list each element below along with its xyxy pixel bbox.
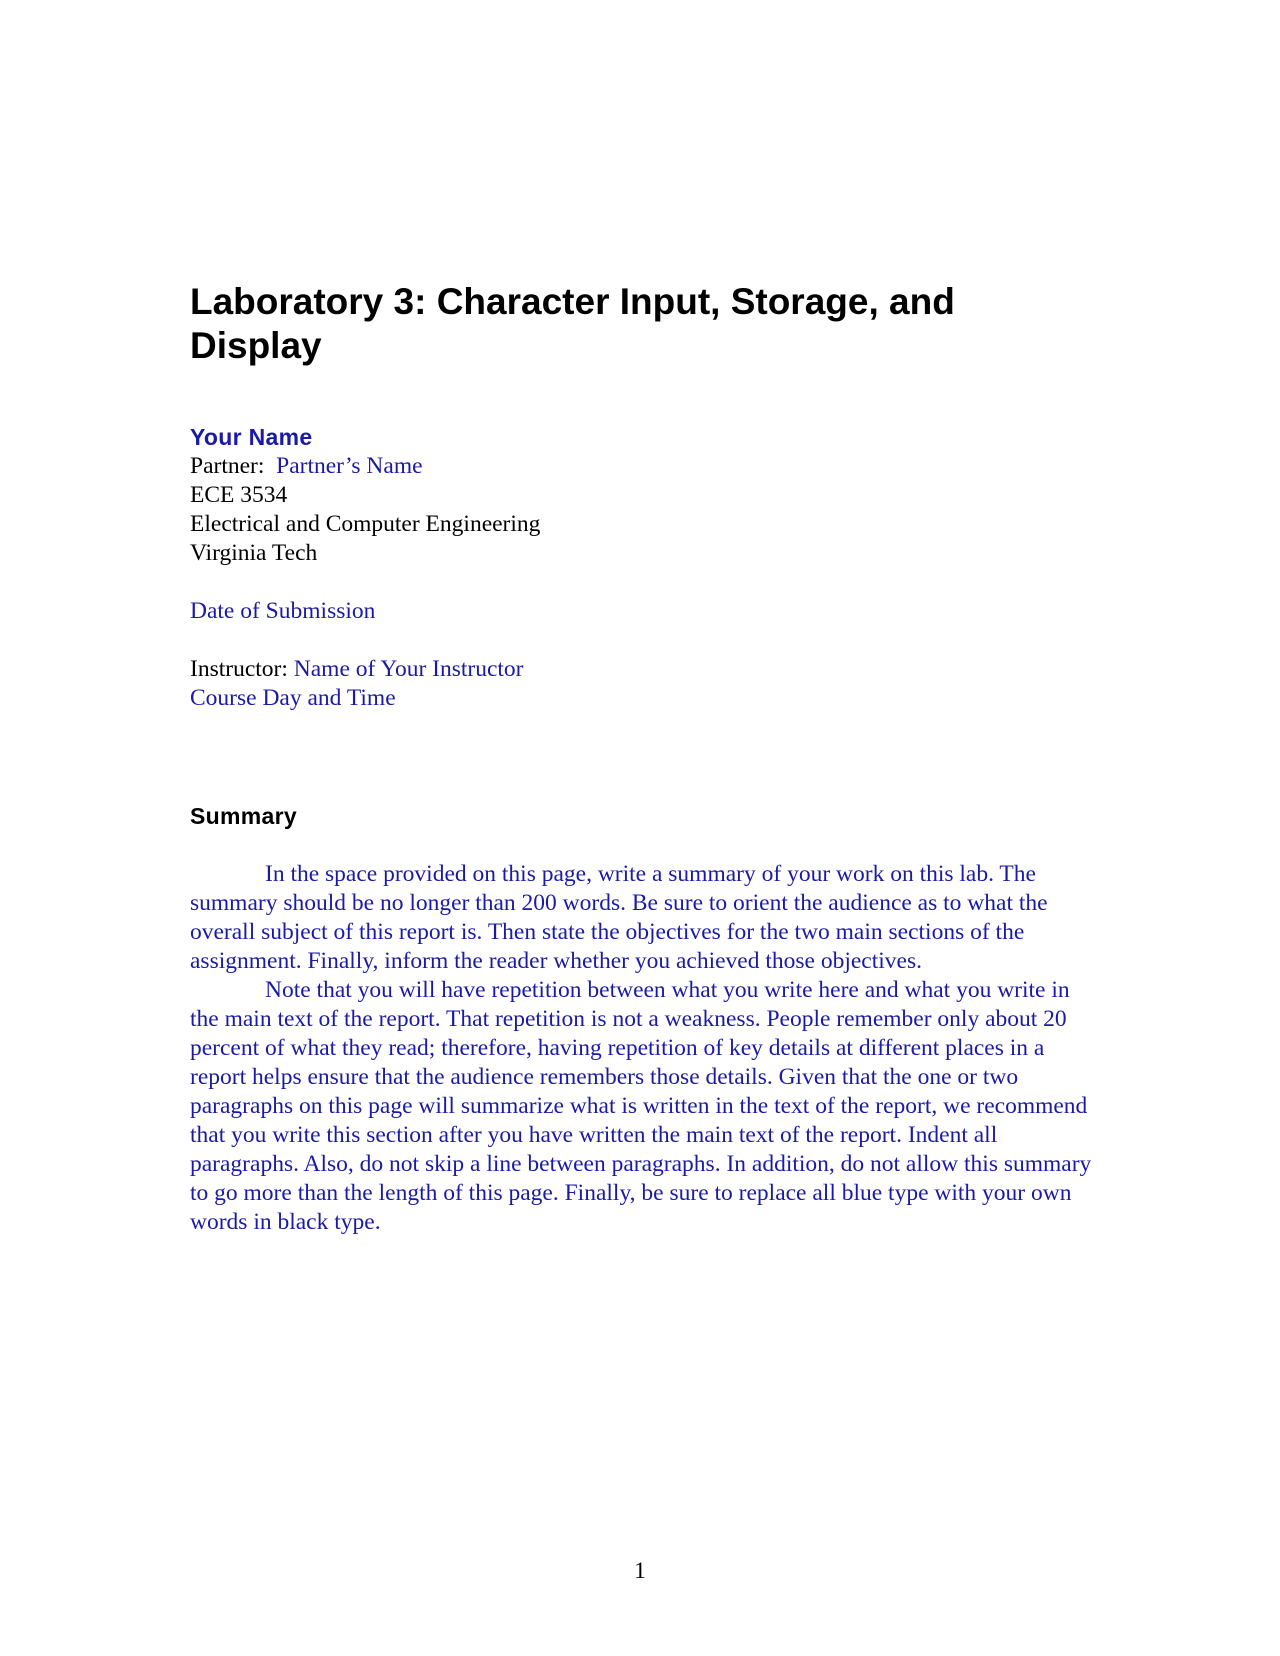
page-number: 1 [634,1558,646,1584]
instructor-label: Instructor: [190,656,288,682]
page-title: Laboratory 3: Character Input, Storage, and Display [190,281,955,366]
author-block [190,423,890,713]
partner-line [190,452,890,481]
author-name: Your Name [190,424,313,450]
partner-name: Partner’s Name [276,453,423,479]
instructor-name: Name of Your Instructor [293,656,524,682]
summary-paragraph: Note that you will have repetition between what you write here and what you write in the main text of the report. That repetition is not a weakness. People remember only about 20 percent of what they read; therefore, having repetition of key details at different places in a report helps ensure that the audience remembers those details. Given that the one or two paragraphs on this page will summarize what is written in the text of the report, we recommend that you write this section after you have written the main text of the report. Indent all paragraphs. Also, do not skip a line between paragraphs. In addition, do not allow this summary to go more than the length of this page. Finally, be sure to replace all blue type with your own words in black type. [190,977,1092,1235]
summary-paragraph: In the space provided on this page, write a summary of your work on this lab. The summary should be no longer than 200 words. Be sure to orient the audience as to what the overall subject of this report is. Then state the objectives for the two main sections of the assignment. Finally, inform the reader whether you achieved those objectives. [190,861,1048,974]
university: Virginia Tech [190,540,318,566]
summary-heading: Summary [190,803,297,829]
instructor-line [190,655,890,684]
department: Electrical and Computer Engineering [190,511,541,537]
summary-body [190,860,1102,1237]
submission-date: Date of Submission [190,598,376,624]
spacer [190,568,890,597]
course-code: ECE 3534 [190,482,288,508]
spacer [190,626,890,655]
partner-label: Partner: [190,453,265,479]
course-day-time: Course Day and Time [190,685,396,711]
